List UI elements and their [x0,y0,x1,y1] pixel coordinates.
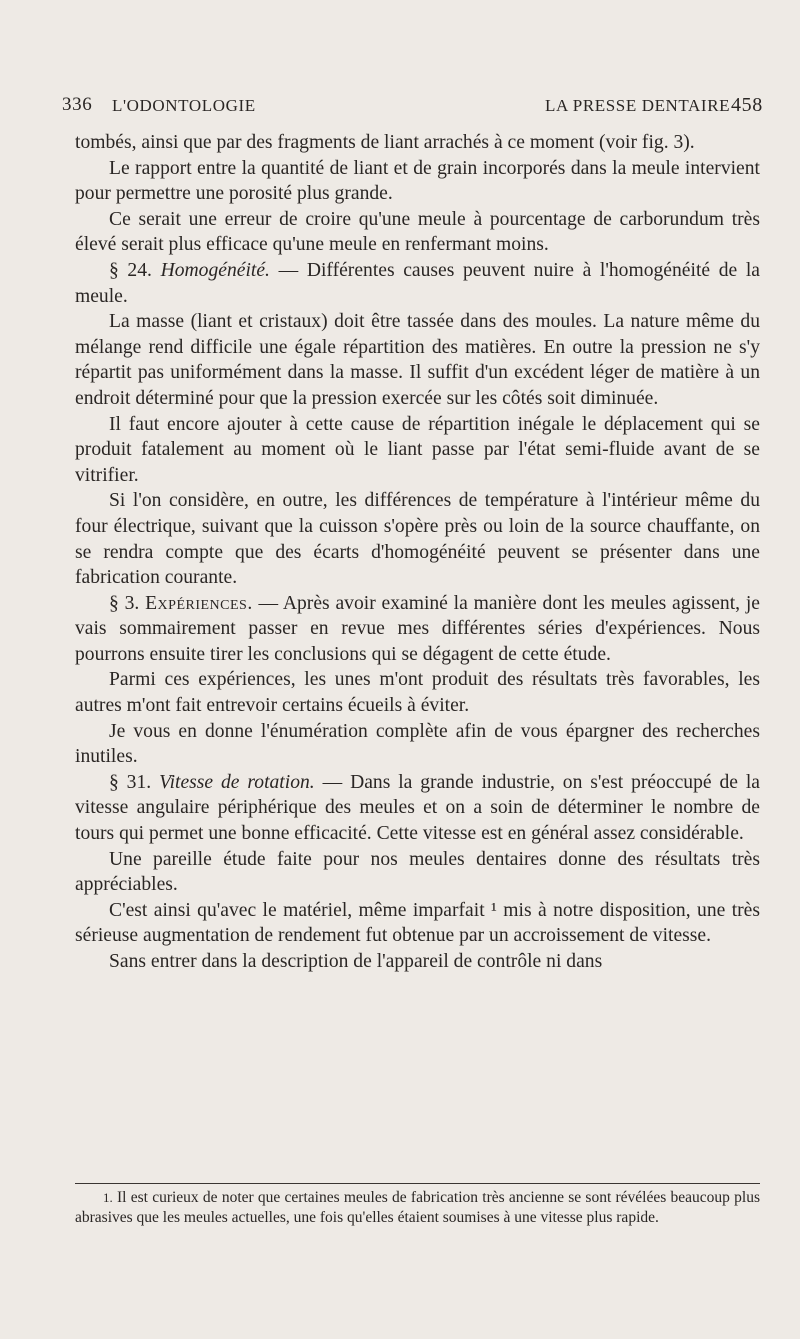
paragraph: Une pareille étude faite pour nos meules dentaires donne des résultats très appréciables. [75,848,760,896]
section-text: — Dans la grande industrie, on s'est préoccupé de la vitesse angulaire périphérique des meules et on a soin de déterminer le nombre de tours qui permet une bonne efficacité. Cette vitesse est en général assez considérable. [75,771,760,845]
section-number: § 3. [109,592,146,614]
paragraph: Si l'on considère, en outre, les différences de température à l'intérieur même du four électrique, suivant que la cuisson s'opère près ou loin de la source chauffante, on se rendra compte que des écarts d'homogénéité peuvent se présenter dans une fabrication courante. [75,490,760,589]
paragraph: C'est ainsi qu'avec le matériel, même imparfait ¹ mis à notre disposition, une très sérieuse augmentation de rendement fut obtenue par un accroissement de vitesse. [75,899,760,947]
running-title-right: LA PRESSE DENTAIRE [545,96,731,115]
page-number-left: 336 [62,94,93,115]
body-text [75,130,760,975]
section-text: — Après avoir examiné la manière dont les meules agissent, je vais sommairement passer en revue mes différentes séries d'expériences. Nous pourrons ensuite tirer les conclusions qui se dégagent de cette étude. [75,592,760,665]
paragraph: Il faut encore ajouter à cette cause de répartition inégale le déplacement qui se produit fatalement au moment où le liant passe par l'état semi-fluide avant de se vitrifier. [75,413,760,486]
footnote-paragraph [75,1188,760,1228]
paragraph: Sans entrer dans la description de l'appareil de contrôle ni dans [109,951,603,972]
section-title: Homogénéité. [160,259,270,281]
running-header [62,94,763,124]
section-experiences [75,591,760,668]
section-number: § 31. [109,771,160,793]
footnote-text: Il est curieux de noter que certaines meules de fabrication très ancienne se sont révélées beaucoup plus abrasives que les meules actuelles, une fois qu'elles étaient soumises à une vitesse plus rapide. [75,1189,761,1226]
section-vitesse [75,770,760,847]
page-number-right: 458 [731,94,763,116]
paragraph: tombés, ainsi que par des fragments de liant arrachés à ce moment (voir fig. 3). [75,132,695,153]
running-title-left: L'ODONTOLOGIE [112,96,256,115]
section-homogeneite [75,258,760,309]
paragraph: Ce serait une erreur de croire qu'une meule à pourcentage de carborundum très élevé serait plus efficace qu'une meule en renfermant moins. [75,208,760,256]
section-title: Vitesse de rotation. [159,771,315,793]
section-text: — Différentes causes peuvent nuire à l'homogénéité de la meule. [75,259,760,307]
paragraph: Parmi ces expériences, les unes m'ont produit des résultats très favorables, les autres m'ont fait entrevoir certains écueils à éviter. [75,669,760,717]
paragraph: Je vous en donne l'énumération complète afin de vous épargner des recherches inutiles. [75,720,760,768]
paragraph: La masse (liant et cristaux) doit être tassée dans des moules. La nature même du mélange rend difficile une égale répartition des matières. En outre la pression ne s'y répartit pas uniformément dans la masse. Il suffit d'un excédent léger de matière à un endroit déterminé pour que la pression exercée sur les côtés soit diminuée. [75,311,760,409]
footnote-marker: 1. [103,1190,113,1205]
footnote [75,1188,760,1228]
section-number: § 24. [109,259,161,281]
footnote-rule [75,1183,760,1184]
paragraph: Le rapport entre la quantité de liant et de grain incorporés dans la meule intervient pour permettre une porosité plus grande. [75,157,760,205]
section-title: Expériences. [145,592,253,614]
